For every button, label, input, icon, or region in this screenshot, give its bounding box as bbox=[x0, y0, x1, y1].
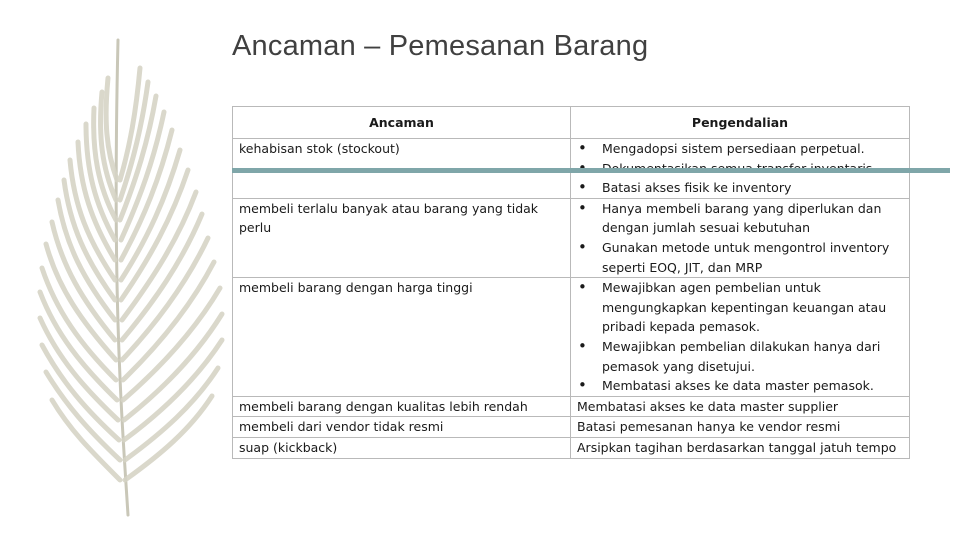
table-row bbox=[233, 417, 910, 438]
threat-cell: membeli barang dengan harga tinggi bbox=[233, 278, 571, 397]
slide-title: Ancaman – Pemesanan Barang bbox=[232, 30, 649, 62]
control-cell: Arsipkan tagihan berdasarkan tanggal jatuh tempo bbox=[571, 437, 910, 458]
accent-divider bbox=[232, 168, 950, 173]
control-list bbox=[577, 199, 903, 277]
table-header-row bbox=[233, 107, 910, 139]
control-item: • Mengadopsi sistem persediaan perpetual. bbox=[577, 139, 903, 159]
threat-cell: membeli dari vendor tidak resmi bbox=[233, 417, 571, 438]
control-item: • Mewajibkan agen pembelian untuk mengungkapkan kepentingan keuangan atau pribadi kepada pemasok. bbox=[577, 278, 903, 337]
control-item: • Hanya membeli barang yang diperlukan dan dengan jumlah sesuai kebutuhan bbox=[577, 199, 903, 238]
table-row bbox=[233, 396, 910, 417]
control-cell: Membatasi akses ke data master supplier bbox=[571, 396, 910, 417]
threat-cell: kehabisan stok (stockout) bbox=[233, 139, 571, 199]
table-row bbox=[233, 278, 910, 397]
control-item: • Batasi akses fisik ke inventory bbox=[577, 178, 903, 198]
control-cell bbox=[571, 198, 910, 277]
threat-cell: membeli terlalu banyak atau barang yang tidak perlu bbox=[233, 198, 571, 277]
header-threat: Ancaman bbox=[233, 107, 571, 139]
control-cell bbox=[571, 278, 910, 397]
control-item: • Membatasi akses ke data master pemasok. bbox=[577, 376, 903, 396]
control-list bbox=[577, 278, 903, 396]
control-item: • Mewajibkan pembelian dilakukan hanya dari pemasok yang disetujui. bbox=[577, 337, 903, 376]
threat-cell: suap (kickback) bbox=[233, 437, 571, 458]
control-cell: Batasi pemesanan hanya ke vendor resmi bbox=[571, 417, 910, 438]
table-row bbox=[233, 198, 910, 277]
header-control: Pengendalian bbox=[571, 107, 910, 139]
table-row bbox=[233, 437, 910, 458]
threat-cell: membeli barang dengan kualitas lebih rendah bbox=[233, 396, 571, 417]
threat-control-table bbox=[232, 106, 910, 459]
control-item: • Gunakan metode untuk mengontrol inventory seperti EOQ, JIT, dan MRP bbox=[577, 238, 903, 277]
